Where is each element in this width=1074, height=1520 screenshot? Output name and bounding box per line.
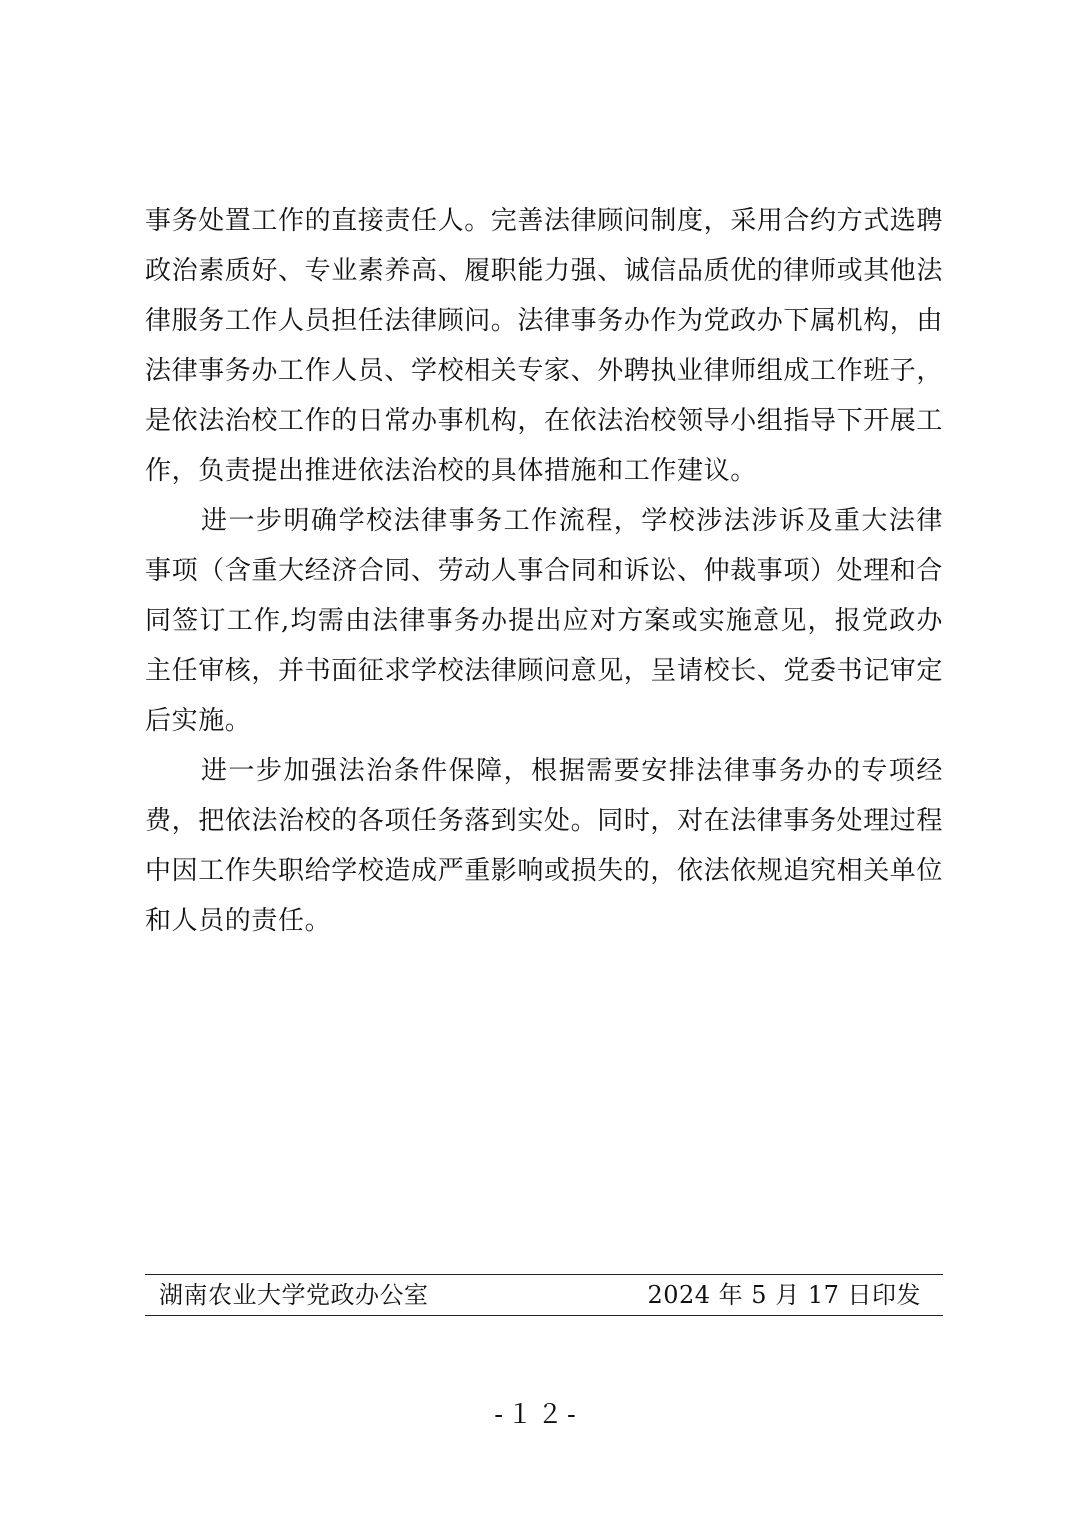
paragraph-2: 进一步明确学校法律事务工作流程，学校涉法涉诉及重大法律事项（含重大经济合同、劳动人事合同和诉讼、仲裁事项）处理和合同签订工作,均需由法律事务办提出应对方案或实施意见，报党政办主任审核，并书面征求学校法律顾问意见，呈请校长、党委书记审定后实施。 (145, 506, 944, 736)
issue-date: 2024 年 5 月 17 日印发 (647, 1281, 921, 1309)
page-number: -１２- (494, 1400, 580, 1430)
issuer-name: 湖南农业大学党政办公室 (159, 1281, 429, 1309)
paragraph-3: 进一步加强法治条件保障，根据需要安排法律事务办的专项经费，把依法治校的各项任务落到实处。同时，对在法律事务处理过程中因工作失职给学校造成严重影响或损失的，依法依规追究相关单位和人员的责任。 (145, 756, 944, 936)
paragraph-1: 事务处置工作的直接责任人。完善法律顾问制度，采用合约方式选聘政治素质好、专业素养高、履职能力强、诚信品质优的律师或其他法律服务工作人员担任法律顾问。法律事务办作为党政办下属机构，由法律事务办工作人员、学校相关专家、外聘执业律师组成工作班子，是依法治校工作的日常办事机构，在依法治校领导小组指导下开展工作，负责提出推进依法治校的具体措施和工作建议。 (145, 206, 944, 486)
issuance-footer (145, 1274, 943, 1316)
body-text (145, 196, 943, 946)
